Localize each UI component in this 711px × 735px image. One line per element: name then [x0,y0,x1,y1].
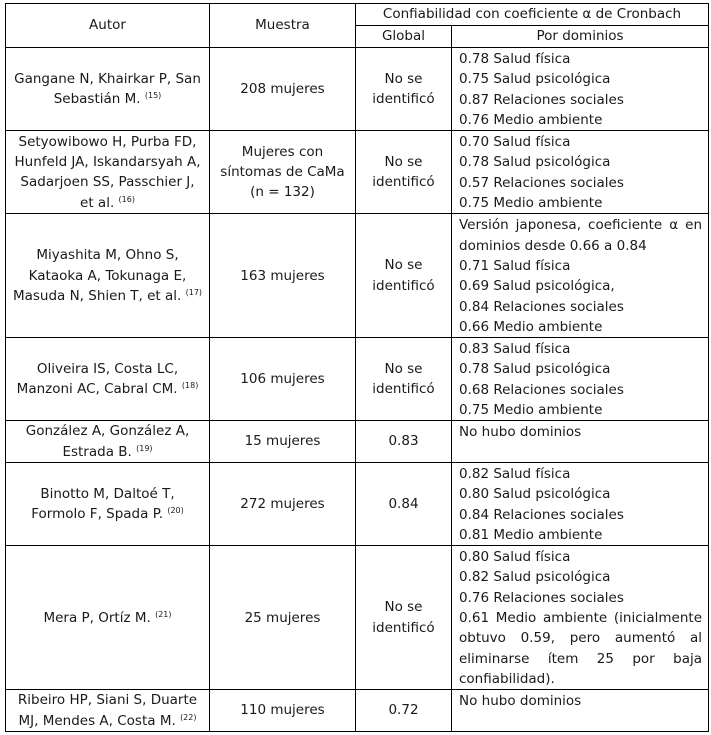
domain-line: 0.68 Relaciones sociales [459,381,624,398]
cell-autor [6,338,210,421]
header-row-1 [6,4,709,26]
domain-line: 0.70 Salud física [459,134,571,151]
domain-line: 0.80 Salud psicológica [459,486,611,503]
header-autor: Autor [6,4,210,48]
table-row [6,546,709,690]
cell-muestra: 163 mujeres [210,214,356,338]
cell-muestra: 272 mujeres [210,462,356,545]
reference-number: (15) [144,91,162,101]
cell-muestra: 25 mujeres [210,546,356,690]
table-row [6,131,709,214]
cell-dominios [452,546,709,690]
reference-number: (22) [180,712,197,722]
reference-number: (20) [167,506,184,516]
domain-line: confiabilidad). [459,670,555,687]
autor-text: Binotto M, Daltoé T, Formolo F, Spada P. [31,485,175,523]
cell-muestra: Mujeres con síntomas de CaMa (n = 132) [210,131,356,214]
domain-line: 0.61 Medio ambiente (inicialmente [459,610,703,627]
reliability-table [5,3,709,732]
domain-line: 0.84 Relaciones sociales [459,506,624,523]
domain-line: 0.80 Salud física [459,549,571,566]
autor-text: Mera P, Ortíz M. [43,609,151,626]
domain-line: No hubo dominios [459,424,582,441]
autor-text: Oliveira IS, Costa LC, Manzoni AC, Cabral CM. [16,360,179,398]
cell-autor [6,48,210,131]
header-muestra: Muestra [210,4,356,48]
cell-autor [6,546,210,690]
domain-line: obtuvo 0.59, pero aumentó al [459,630,703,647]
reference-number: (19) [136,443,153,453]
cell-global: 0.72 [356,690,452,732]
table-body [6,48,709,732]
cell-autor [6,214,210,338]
cell-dominios [452,131,709,214]
cell-global: 0.83 [356,421,452,463]
domain-line: 0.87 Relaciones sociales [459,91,624,108]
cell-muestra: 208 mujeres [210,48,356,131]
domain-line: 0.83 Salud física [459,341,571,358]
domain-line: 0.78 Salud psicológica [459,361,611,378]
cell-global: 0.84 [356,462,452,545]
reference-number: (16) [118,194,135,204]
header-confiabilidad: Confiabilidad con coeficiente α de Cronbach [356,4,709,26]
autor-text: Gangane N, Khairkar P, San Sebastián M. [14,70,201,108]
table-row [6,48,709,131]
autor-text: Setyowibowo H, Purba FD, Hunfeld JA, Iskandarsyah A, Sadarjoen SS, Passchier J, et al. [14,133,201,211]
domain-line: 0.78 Salud física [459,51,571,67]
autor-text: Ribeiro HP, Siani S, Duarte MJ, Mendes A, Costa M. [17,692,198,729]
domain-line: 0.75 Medio ambiente [459,402,603,419]
cell-global: No se identificó [356,131,452,214]
cell-global: No se identificó [356,48,452,131]
cell-dominios [452,421,709,463]
domain-line: 0.66 Medio ambiente [459,318,603,335]
cell-dominios [452,690,709,732]
cell-autor [6,462,210,545]
table-row [6,338,709,421]
domain-line: 0.75 Medio ambiente [459,195,603,212]
autor-text: González A, González A, Estrada B. [25,423,190,460]
autor-text: Miyashita M, Ohno S, Kataoka A, Tokunaga E, Masuda N, Shien T, et al. [12,247,187,304]
cell-muestra: 110 mujeres [210,690,356,732]
table-row [6,690,709,732]
domain-line: dominios desde 0.66 a 0.84 [459,237,647,254]
domain-line: 0.76 Medio ambiente [459,111,603,128]
domain-line: 0.76 Relaciones sociales [459,589,624,606]
cell-autor [6,421,210,463]
domain-line: Versión japonesa, coeficiente α en [459,217,703,234]
domain-line: 0.75 Salud psicológica [459,71,611,88]
cell-dominios [452,462,709,545]
domain-line: 0.82 Salud psicológica [459,569,611,586]
cell-global: No se identificó [356,214,452,338]
table-row [6,462,709,545]
domain-line: 0.82 Salud física [459,465,571,482]
reference-number: (18) [181,381,199,391]
domain-line: 0.69 Salud psicológica, [459,278,615,295]
reference-number: (17) [185,287,203,297]
table-row [6,214,709,338]
cell-autor [6,131,210,214]
table-row [6,421,709,463]
domain-line: No hubo dominios [459,693,582,710]
domain-line: 0.81 Medio ambiente [459,526,603,543]
cell-muestra: 15 mujeres [210,421,356,463]
cell-autor [6,690,210,732]
domain-line: 0.71 Salud física [459,257,571,274]
reference-number: (21) [155,609,172,619]
cell-dominios [452,48,709,131]
cell-global: No se identificó [356,338,452,421]
domain-line: 0.84 Relaciones sociales [459,298,624,315]
cell-muestra: 106 mujeres [210,338,356,421]
cell-global: No se identificó [356,546,452,690]
cell-dominios [452,214,709,338]
domain-line: eliminarse ítem 25 por baja [459,650,703,667]
cell-dominios [452,338,709,421]
domain-line: 0.78 Salud psicológica [459,154,611,171]
domain-line: 0.57 Relaciones sociales [459,174,624,191]
header-dominios: Por dominios [452,26,709,48]
header-global: Global [356,26,452,48]
